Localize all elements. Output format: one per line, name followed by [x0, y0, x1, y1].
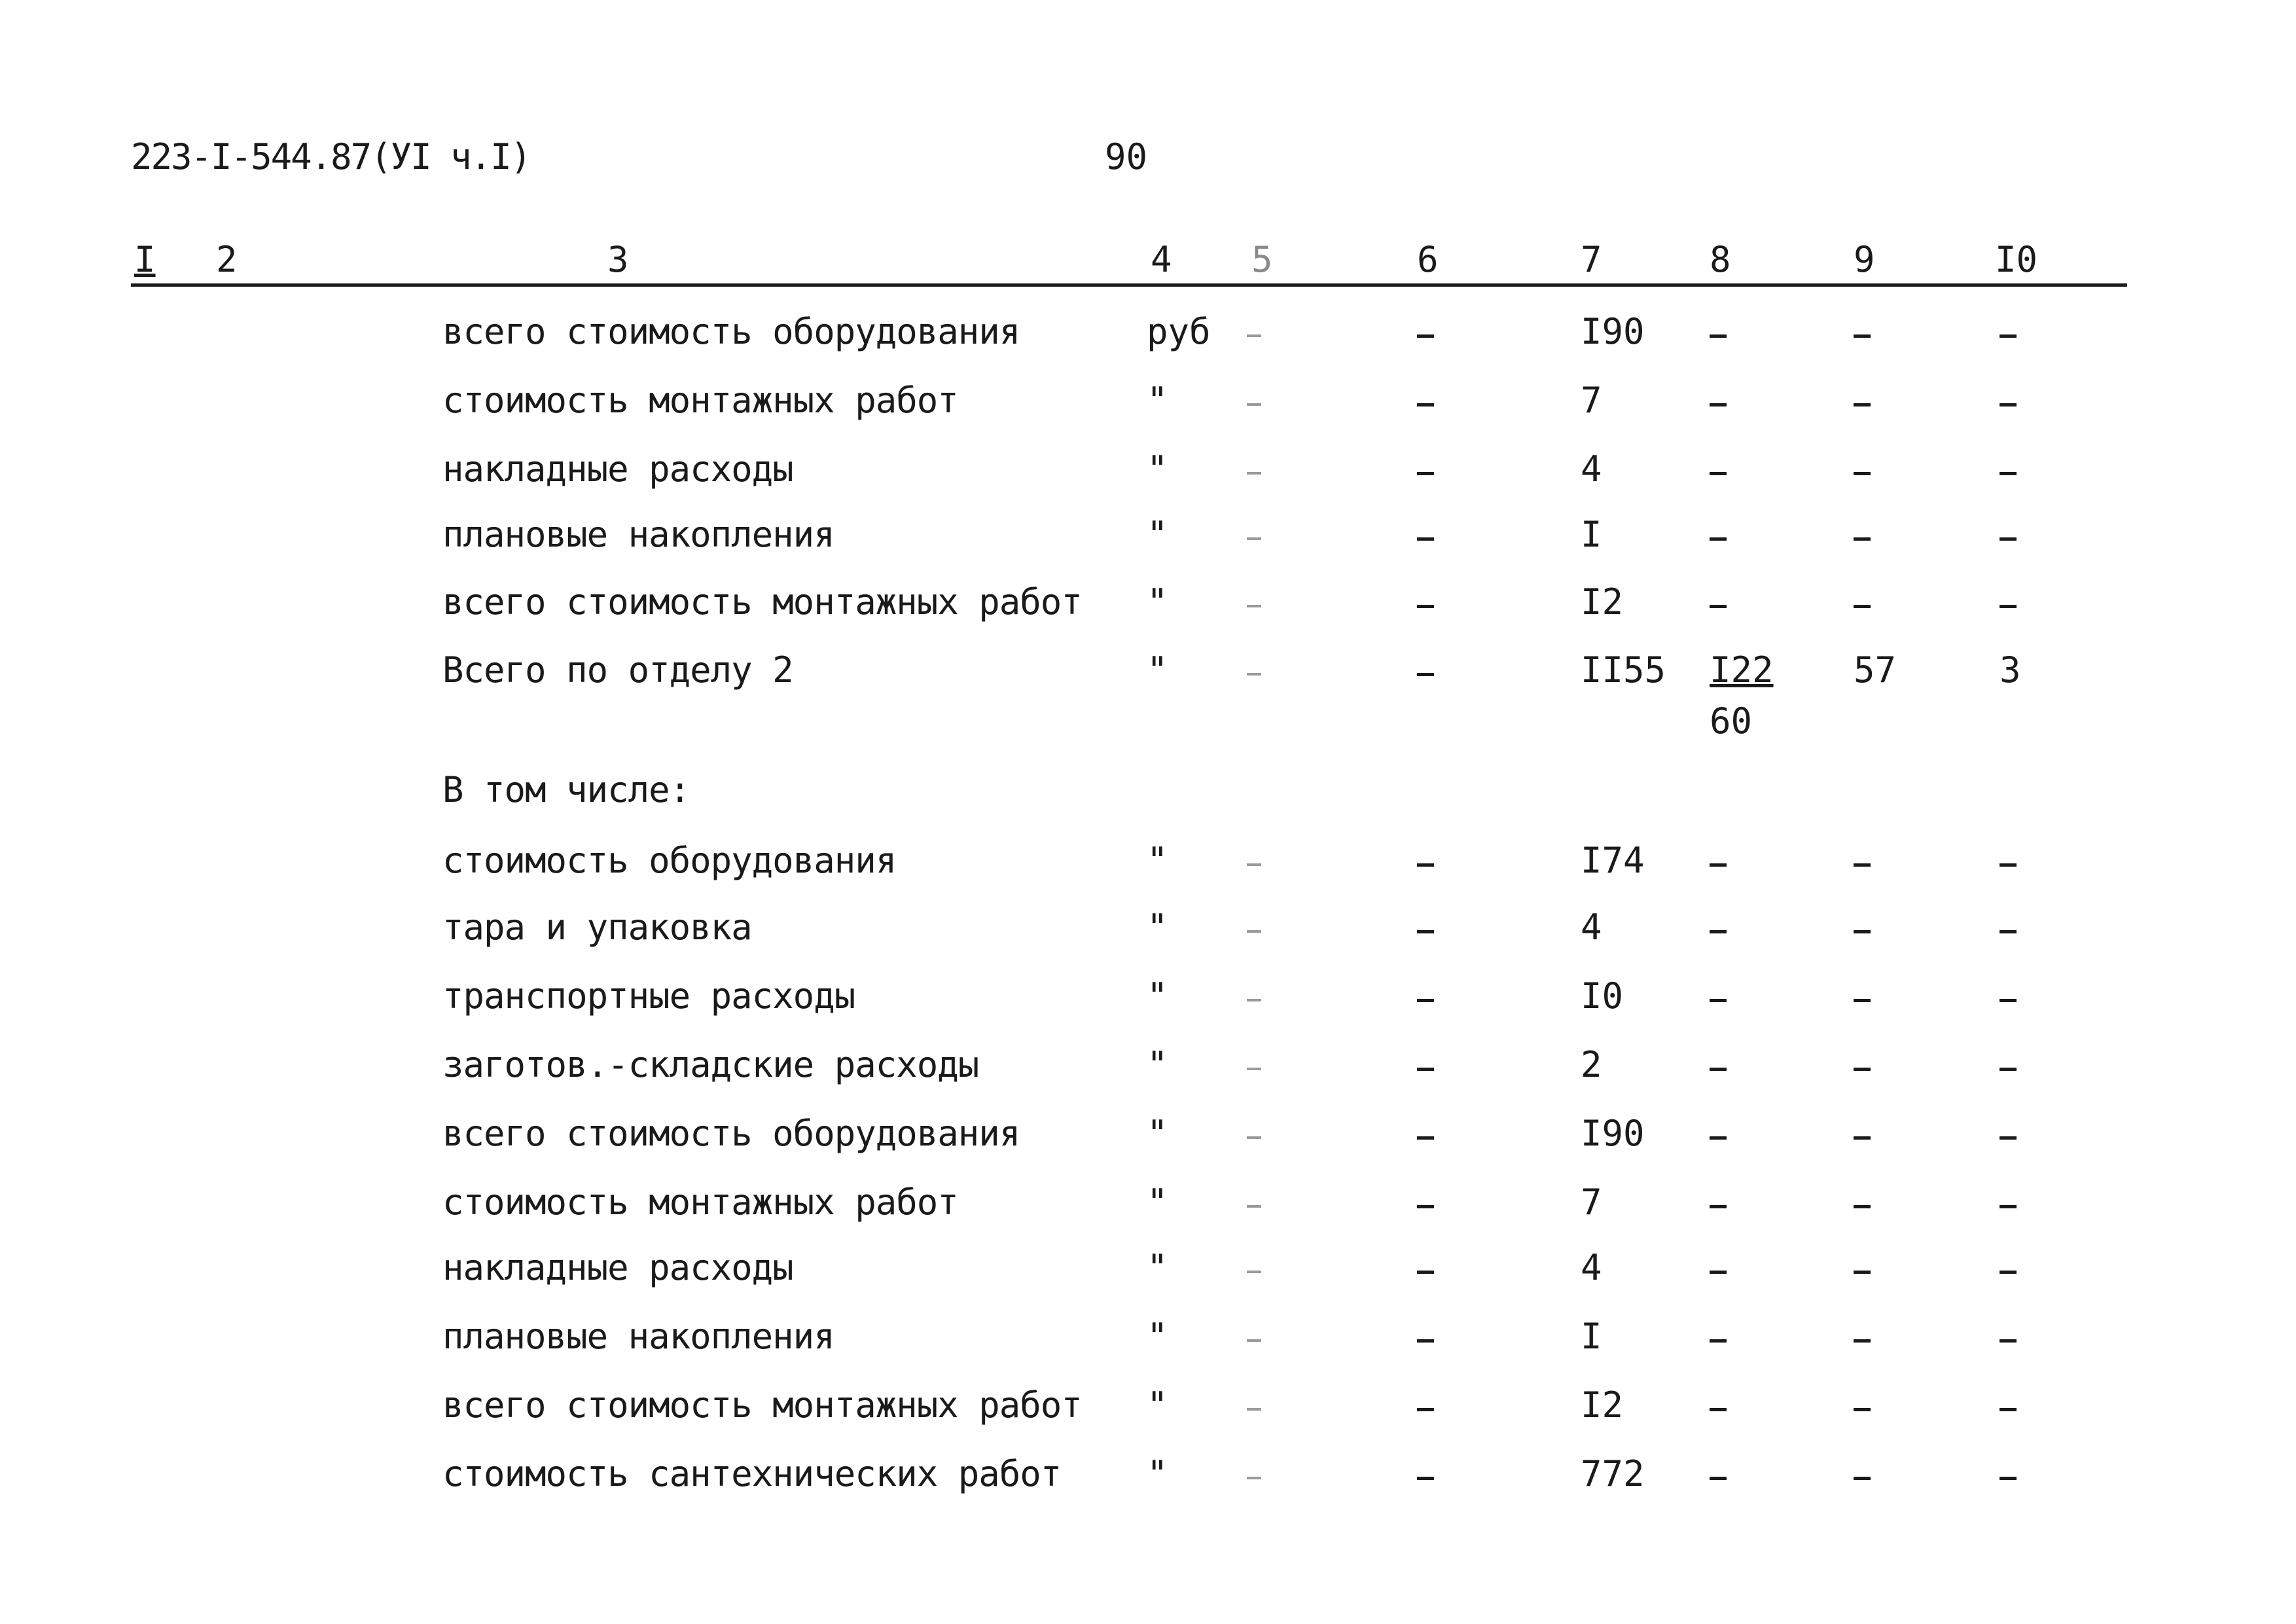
dash-mark: [1710, 1247, 1727, 1288]
cell-c7: 772: [1581, 1453, 1645, 1494]
dash-mark: [1247, 840, 1261, 881]
dash-mark: [1247, 581, 1261, 623]
dash-mark: [1417, 311, 1434, 352]
dash-mark: [1417, 1113, 1434, 1154]
cell-c7: 2: [1581, 1044, 1602, 1085]
dash-mark: [1417, 514, 1434, 555]
dash-mark: [2000, 1113, 2017, 1154]
row-description: стоимость монтажных работ: [442, 1182, 958, 1223]
dash-mark: [1247, 311, 1261, 352]
dash-mark: [1854, 1453, 1871, 1494]
row-description: плановые накопления: [442, 514, 834, 555]
dash-mark: [1854, 1113, 1871, 1154]
table-row: [0, 649, 2296, 742]
table-row: [0, 975, 2296, 1021]
column-header-2: 2: [216, 239, 238, 280]
header-divider: [131, 283, 2127, 287]
dash-mark: [1417, 1384, 1434, 1426]
dash-mark: [2000, 581, 2017, 623]
row-description: накладные расходы: [442, 1247, 793, 1288]
dash-mark: [1417, 1044, 1434, 1085]
dash-mark: [1247, 1384, 1261, 1426]
dash-mark: [1247, 1453, 1261, 1494]
cell-c7: 7: [1581, 380, 1602, 421]
cell-c8-denominator: 60: [1710, 700, 1753, 742]
dash-mark: [1417, 380, 1434, 421]
dash-mark: [1710, 975, 1727, 1017]
column-header-1: I: [134, 239, 156, 280]
dash-mark: [1710, 1182, 1727, 1223]
page-number: 90: [1105, 136, 1148, 177]
column-header-7: 7: [1581, 239, 1602, 280]
cell-c7: I2: [1581, 1384, 1624, 1426]
row-unit: ": [1147, 1182, 1168, 1223]
dash-mark: [1710, 1316, 1727, 1357]
table-row: [0, 1182, 2296, 1227]
dash-mark: [1247, 1316, 1261, 1357]
row-unit: ": [1147, 1044, 1168, 1085]
dash-mark: [2000, 1453, 2017, 1494]
table-row: [0, 448, 2296, 494]
row-description: транспортные расходы: [442, 975, 855, 1017]
dash-mark: [2000, 380, 2017, 421]
subheading: В том числе:: [442, 769, 691, 810]
cell-c7: II55: [1581, 649, 1666, 691]
dash-mark: [1710, 840, 1727, 881]
dash-mark: [1854, 514, 1871, 555]
dash-mark: [1417, 1453, 1434, 1494]
table-row: [0, 840, 2296, 886]
table-row: [0, 1044, 2296, 1090]
dash-mark: [1247, 1044, 1261, 1085]
cell-c7: 4: [1581, 907, 1602, 948]
dash-mark: [1854, 907, 1871, 948]
column-header-3: 3: [607, 239, 629, 280]
table-row: [0, 1316, 2296, 1362]
dash-mark: [2000, 1316, 2017, 1357]
row-unit: ": [1147, 1113, 1168, 1154]
dash-mark: [1854, 581, 1871, 623]
dash-mark: [1247, 907, 1261, 948]
table-row: [0, 1247, 2296, 1293]
cell-c7: I90: [1581, 311, 1645, 352]
dash-mark: [1854, 1384, 1871, 1426]
dash-mark: [1854, 380, 1871, 421]
dash-mark: [1247, 448, 1261, 490]
dash-mark: [1247, 1113, 1261, 1154]
cell-c7: 7: [1581, 1182, 1602, 1223]
dash-mark: [1417, 1316, 1434, 1357]
dash-mark: [1710, 1044, 1727, 1085]
dash-mark: [1417, 840, 1434, 881]
dash-mark: [1710, 380, 1727, 421]
dash-mark: [1247, 1182, 1261, 1223]
row-description: всего стоимость оборудования: [442, 1113, 1020, 1154]
table-row: [0, 581, 2296, 627]
row-description: заготов.-складские расходы: [442, 1044, 979, 1085]
dash-mark: [1710, 311, 1727, 352]
table-row: [0, 1453, 2296, 1499]
row-description: стоимость сантехнических работ: [442, 1453, 1062, 1494]
dash-mark: [2000, 975, 2017, 1017]
dash-mark: [2000, 1044, 2017, 1085]
row-unit: ": [1147, 975, 1168, 1017]
row-description: стоимость оборудования: [442, 840, 897, 881]
column-header-5: 5: [1251, 239, 1273, 280]
dash-mark: [1854, 1316, 1871, 1357]
table-row: [0, 311, 2296, 357]
column-header-row: [0, 239, 2296, 285]
column-header-9: 9: [1854, 239, 1875, 280]
column-header-4: 4: [1151, 239, 1172, 280]
dash-mark: [1854, 448, 1871, 490]
cell-c7: I0: [1581, 975, 1624, 1017]
row-description: всего стоимость оборудования: [442, 311, 1020, 352]
cell-c7: I: [1581, 514, 1602, 555]
row-description: всего стоимость монтажных работ: [442, 1384, 1082, 1426]
dash-mark: [1710, 1113, 1727, 1154]
table-row: [0, 1113, 2296, 1159]
row-unit: ": [1147, 514, 1168, 555]
dash-mark: [1417, 1247, 1434, 1288]
dash-mark: [1247, 649, 1261, 691]
dash-mark: [2000, 1182, 2017, 1223]
dash-mark: [1417, 581, 1434, 623]
row-unit: ": [1147, 1247, 1168, 1288]
cell-c7: I2: [1581, 581, 1624, 623]
cell-c9: 57: [1854, 649, 1897, 691]
table-row: [0, 1384, 2296, 1430]
dash-mark: [1710, 907, 1727, 948]
row-unit: ": [1147, 840, 1168, 881]
dash-mark: [2000, 448, 2017, 490]
dash-mark: [1247, 380, 1261, 421]
row-unit: ": [1147, 1384, 1168, 1426]
column-header-10: I0: [1995, 239, 2038, 280]
table-row: [0, 514, 2296, 560]
table-row: [0, 907, 2296, 952]
dash-mark: [2000, 1384, 2017, 1426]
dash-mark: [1854, 840, 1871, 881]
dash-mark: [1854, 975, 1871, 1017]
dash-mark: [1247, 514, 1261, 555]
table-row: [0, 380, 2296, 425]
row-unit: ": [1147, 649, 1168, 691]
dash-mark: [1854, 311, 1871, 352]
row-description: накладные расходы: [442, 448, 793, 490]
cell-c7: 4: [1581, 448, 1602, 490]
cell-c10: 3: [2000, 649, 2021, 691]
document-code: 223-I-544.87(УI ч.I): [131, 136, 531, 177]
cell-c7: I90: [1581, 1113, 1645, 1154]
row-unit: ": [1147, 1316, 1168, 1357]
row-description: стоимость монтажных работ: [442, 380, 958, 421]
dash-mark: [1417, 448, 1434, 490]
row-description: всего стоимость монтажных работ: [442, 581, 1082, 623]
row-unit: руб: [1147, 311, 1211, 352]
dash-mark: [2000, 1247, 2017, 1288]
row-description: тара и упаковка: [442, 907, 752, 948]
cell-c8: I22: [1710, 649, 1774, 691]
dash-mark: [2000, 907, 2017, 948]
dash-mark: [2000, 840, 2017, 881]
dash-mark: [1854, 1247, 1871, 1288]
dash-mark: [1247, 975, 1261, 1017]
dash-mark: [1417, 907, 1434, 948]
column-header-6: 6: [1417, 239, 1439, 280]
column-header-8: 8: [1710, 239, 1731, 280]
dash-mark: [1417, 1182, 1434, 1223]
dash-mark: [1710, 581, 1727, 623]
dash-mark: [1710, 448, 1727, 490]
dash-mark: [1710, 514, 1727, 555]
row-unit: ": [1147, 1453, 1168, 1494]
row-unit: ": [1147, 907, 1168, 948]
dash-mark: [1247, 1247, 1261, 1288]
dash-mark: [1854, 1182, 1871, 1223]
row-unit: ": [1147, 448, 1168, 490]
dash-mark: [1417, 649, 1434, 691]
row-description: Всего по отделу 2: [442, 649, 793, 691]
row-unit: ": [1147, 380, 1168, 421]
cell-c7: I74: [1581, 840, 1645, 881]
dash-mark: [2000, 514, 2017, 555]
cell-c7: I: [1581, 1316, 1602, 1357]
dash-mark: [1854, 1044, 1871, 1085]
row-unit: ": [1147, 581, 1168, 623]
dash-mark: [1417, 975, 1434, 1017]
dash-mark: [2000, 311, 2017, 352]
dash-mark: [1710, 1384, 1727, 1426]
row-description: плановые накопления: [442, 1316, 834, 1357]
cell-c7: 4: [1581, 1247, 1602, 1288]
dash-mark: [1710, 1453, 1727, 1494]
